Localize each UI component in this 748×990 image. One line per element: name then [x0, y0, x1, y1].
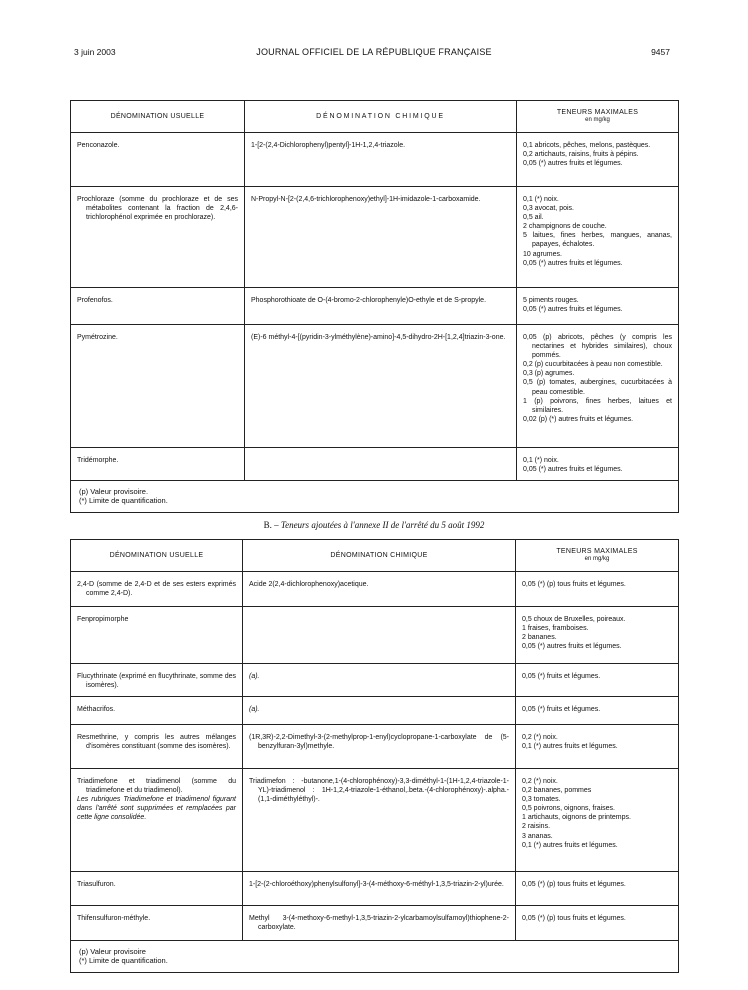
- usual-name: Méthacrifos.: [77, 706, 116, 713]
- col-header-teneur: [517, 101, 679, 133]
- cell-usual: [71, 906, 243, 941]
- cell-usual: [71, 288, 245, 325]
- table-b: [70, 539, 679, 973]
- cell-chem: [243, 769, 516, 872]
- col-header-teneur-title: TENEURS MAXIMALES: [556, 109, 639, 117]
- teneur-line: 0,2 artichauts, raisins, fruits à pépins.: [523, 151, 639, 159]
- col-header-chem: DÉNOMINATION CHIMIQUE: [245, 101, 517, 133]
- cell-teneur: [516, 769, 679, 872]
- cell-chem: [243, 906, 516, 941]
- col-header-unit: en mg/kg: [584, 556, 610, 563]
- teneur-line: 0,05 (*) autres fruits et légumes.: [523, 160, 623, 168]
- table-row: [71, 725, 679, 769]
- chem-name: Acide 2(2,4-dichlorophenoxy)acetique.: [249, 581, 369, 588]
- teneur-line: 5 laitues, fines herbes, mangues, ananas, papayes, échalotes.: [523, 232, 672, 249]
- teneur-line: 0,05 (*) fruits et légumes.: [522, 673, 601, 680]
- teneur-line: 0,1 (*) noix.: [523, 196, 559, 203]
- chem-name: (E)-6 méthyl-4-[(pyridin-3-ylméthylène)-amino]-4,5-dihydro-2H-[1,2,4]triazin-3-one.: [251, 334, 506, 341]
- teneur-line: 2 bananes.: [522, 634, 557, 642]
- cell-usual: [71, 697, 243, 725]
- cell-teneur: [516, 872, 679, 906]
- cell-teneur: [517, 187, 679, 288]
- cell-teneur: [517, 133, 679, 187]
- col-header-teneur: [516, 540, 679, 572]
- teneur-line: 0,1 (*) noix.: [523, 457, 559, 464]
- page-number: 9457: [651, 47, 670, 57]
- teneur-line: 1 artichauts, oignons de printemps.: [522, 814, 631, 822]
- teneur-line: 0,2 (*) noix.: [522, 734, 558, 741]
- teneur-line: 0,1 abricots, pêches, melons, pastèques.: [523, 142, 651, 149]
- teneur-line: 0,5 (p) tomates, aubergines, cucurbitacées à peau comestible.: [523, 379, 672, 396]
- cell-chem: [245, 325, 517, 448]
- footnote-row: [71, 481, 679, 513]
- teneur-line: 0,2 bananes, pommes: [522, 787, 592, 795]
- chem-name: Methyl 3-(4-methoxy-6-methyl-1,3,5-triazin-2-ylcarbamoylsulfamoyl)thiophene-2-carboxylate.: [249, 915, 509, 932]
- cell-usual: [71, 664, 243, 697]
- chem-name: Phosphorothioate de O-(4-bromo-2-chlorophenyle)O-ethyle et de S-propyle.: [251, 297, 487, 304]
- cell-chem: [245, 448, 517, 481]
- teneur-line: 0,05 (*) autres fruits et légumes.: [523, 259, 623, 267]
- cell-usual: [71, 607, 243, 664]
- cell-usual: [71, 725, 243, 769]
- teneur-line: 0,05 (*) (p) tous fruits et légumes.: [522, 881, 626, 888]
- table-row: [71, 697, 679, 725]
- chem-name: (a).: [249, 706, 260, 713]
- usual-name: Profenofos.: [77, 297, 113, 304]
- usual-note: Les rubriques Triadimefone et triadimenol figurant dans l'arrêté sont supprimées et remplacées par cette ligne consolidée.: [77, 796, 236, 822]
- table-row: [71, 325, 679, 448]
- teneur-line: 0,5 choux de Bruxelles, poireaux.: [522, 616, 626, 623]
- cell-usual: [71, 769, 243, 872]
- journal-title: JOURNAL OFFICIEL DE LA RÉPUBLIQUE FRANÇAISE: [256, 47, 492, 57]
- teneur-line: 0,2 (*) noix.: [522, 778, 558, 785]
- teneur-line: 0,2 (p) cucurbitacées à peau non comestible.: [523, 361, 663, 369]
- chem-name: (1R,3R)-2,2-Dimethyl-3-(2-methylprop-1-enyl)cyclopropane-1-carboxylate de (5-benzylfuran-3yl)methyle.: [249, 734, 509, 751]
- cell-usual: [71, 187, 245, 288]
- cell-teneur: [516, 572, 679, 607]
- section-b-title: [0, 520, 748, 530]
- table-row: [71, 607, 679, 664]
- chem-name: 1-[2-(2,4-Dichlorophenyl)pentyl]-1H-1,2,4-triazole.: [251, 142, 406, 149]
- table-row: [71, 448, 679, 481]
- chem-name: N-Propyl-N-[2-(2,4,6-trichlorophenoxy)ethyl]-1H-imidazole-1-carboxamide.: [251, 196, 481, 203]
- table-row: [71, 769, 679, 872]
- cell-usual: [71, 133, 245, 187]
- cell-teneur: [517, 448, 679, 481]
- cell-chem: [245, 288, 517, 325]
- teneur-line: 10 agrumes.: [523, 250, 562, 258]
- cell-chem: [243, 725, 516, 769]
- teneur-line: 0,02 (p) (*) autres fruits et légumes.: [523, 415, 634, 423]
- usual-name: Penconazole.: [77, 142, 120, 149]
- chem-name: 1-[2-(2-chloroéthoxy)phenylsulfonyl]-3-(4-méthoxy-6-méthyl-1,3,5-triazin-2-yl)urée.: [249, 881, 504, 888]
- usual-name: Resmethrine, y compris les autres mélanges d'isomères constituant (somme des isomères).: [77, 734, 236, 751]
- teneur-line: 0,05 (*) autres fruits et légumes.: [523, 466, 623, 474]
- teneur-line: 0,05 (*) (p) tous fruits et légumes.: [522, 915, 626, 922]
- section-b-label: B. –: [263, 520, 279, 530]
- usual-name: Prochloraze (somme du prochloraze et de ses métabolites contenant la fraction de 2,4,6-trichlorophénol exprimée en prochloraze).: [77, 196, 238, 222]
- footnotes: [71, 481, 679, 513]
- usual-name: Triasulfuron.: [77, 881, 116, 888]
- cell-teneur: [517, 325, 679, 448]
- cell-chem: [243, 872, 516, 906]
- teneur-line: 0,3 tomates.: [522, 796, 561, 804]
- page-header: [0, 47, 748, 61]
- teneur-line: 0,05 (p) abricots, pêches (y compris les nectarines et hybrides similaires), choux pommés.: [523, 334, 672, 360]
- col-header-teneur-title: TENEURS MAXIMALES: [556, 548, 638, 556]
- cell-teneur: [516, 607, 679, 664]
- col-header-usual: DÉNOMINATION USUELLE: [71, 101, 245, 133]
- table-a: [70, 100, 679, 513]
- usual-name: Thifensulfuron-méthyle.: [77, 915, 151, 922]
- cell-teneur: [516, 697, 679, 725]
- teneur-line: 1 (p) poivrons, fines herbes, laitues et similaires.: [523, 397, 672, 414]
- chem-name: (a).: [249, 673, 260, 680]
- cell-teneur: [516, 725, 679, 769]
- cell-teneur: [516, 906, 679, 941]
- cell-usual: [71, 572, 243, 607]
- teneur-line: 0,05 (*) (p) tous fruits et légumes.: [522, 581, 626, 588]
- cell-usual: [71, 872, 243, 906]
- teneur-line: 0,1 (*) autres fruits et légumes.: [522, 841, 618, 849]
- section-b-text: Teneurs ajoutées à l'annexe II de l'arrêté du 5 août 1992: [280, 520, 485, 530]
- col-header-chem: DÉNOMINATION CHIMIQUE: [243, 540, 516, 572]
- cell-usual: [71, 448, 245, 481]
- usual-name: Flucythrinate (exprimé en flucythrinate, somme des isomères).: [77, 673, 236, 690]
- usual-name: Fenpropimorphe: [77, 616, 129, 623]
- teneur-line: 2 raisins.: [522, 823, 551, 831]
- usual-name: Triadimefone et triadimenol (somme du triadimefone et du triadimenol).: [77, 778, 236, 795]
- cell-chem: [245, 187, 517, 288]
- usual-name: Pymétrozine.: [77, 334, 118, 341]
- usual-name: 2,4-D (somme de 2,4-D et de ses esters exprimés comme 2,4-D).: [77, 581, 236, 598]
- teneur-line: 0,3 avocat, pois.: [523, 205, 574, 213]
- table-row: [71, 872, 679, 906]
- cell-chem: [243, 697, 516, 725]
- col-header-usual: DÉNOMINATION USUELLE: [71, 540, 243, 572]
- teneur-line: 0,5 poivrons, oignons, fraises.: [522, 805, 615, 813]
- cell-chem: [243, 572, 516, 607]
- col-header-unit: en mg/kg: [585, 117, 610, 124]
- teneur-line: 0,05 (*) autres fruits et légumes.: [522, 643, 622, 651]
- teneur-line: 5 piments rouges.: [523, 297, 579, 304]
- footnotes: [71, 941, 679, 973]
- footnote-row: [71, 941, 679, 973]
- teneur-line: 0,3 (p) agrumes.: [523, 370, 575, 378]
- table-row: [71, 288, 679, 325]
- cell-teneur: [516, 664, 679, 697]
- teneur-line: 0,05 (*) fruits et légumes.: [522, 706, 601, 713]
- teneur-line: 0,1 (*) autres fruits et légumes.: [522, 743, 618, 751]
- footnote: (*) Limite de quantification.: [79, 496, 168, 506]
- usual-name: Tridémorphe.: [77, 457, 119, 464]
- table-row: [71, 664, 679, 697]
- cell-usual: [71, 325, 245, 448]
- teneur-line: 1 fraises, framboises.: [522, 625, 589, 633]
- teneur-line: 0,5 ail.: [523, 214, 544, 222]
- table-row: [71, 572, 679, 607]
- cell-teneur: [517, 288, 679, 325]
- footnote: (p) Valeur provisoire: [79, 947, 146, 956]
- table-b-body: [71, 572, 679, 973]
- table-row: [71, 187, 679, 288]
- header-date: 3 juin 2003: [74, 47, 116, 57]
- table-row: [71, 133, 679, 187]
- cell-chem: [243, 664, 516, 697]
- footnote: (*) Limite de quantification.: [79, 956, 168, 966]
- footnote: (p) Valeur provisoire.: [79, 487, 149, 496]
- table-row: [71, 906, 679, 941]
- cell-chem: [243, 607, 516, 664]
- teneur-line: 3 ananas.: [522, 832, 553, 840]
- teneur-line: 2 champignons de couche.: [523, 223, 607, 231]
- teneur-line: 0,05 (*) autres fruits et légumes.: [523, 306, 623, 314]
- cell-chem: [245, 133, 517, 187]
- chem-name: Triadimefon : -butanone,1-(4-chlorophénoxy)-3,3-diméthyl-1-(1H-1,2,4-triazole-1-YL)-triadimenol : 1H-1,2,4-triazole-1-éthanol,.beta.-(4-chlorophénoxy)-.alpha.-(1,1-diméthyléthyl)-.: [249, 778, 509, 804]
- table-a-body: [71, 133, 679, 513]
